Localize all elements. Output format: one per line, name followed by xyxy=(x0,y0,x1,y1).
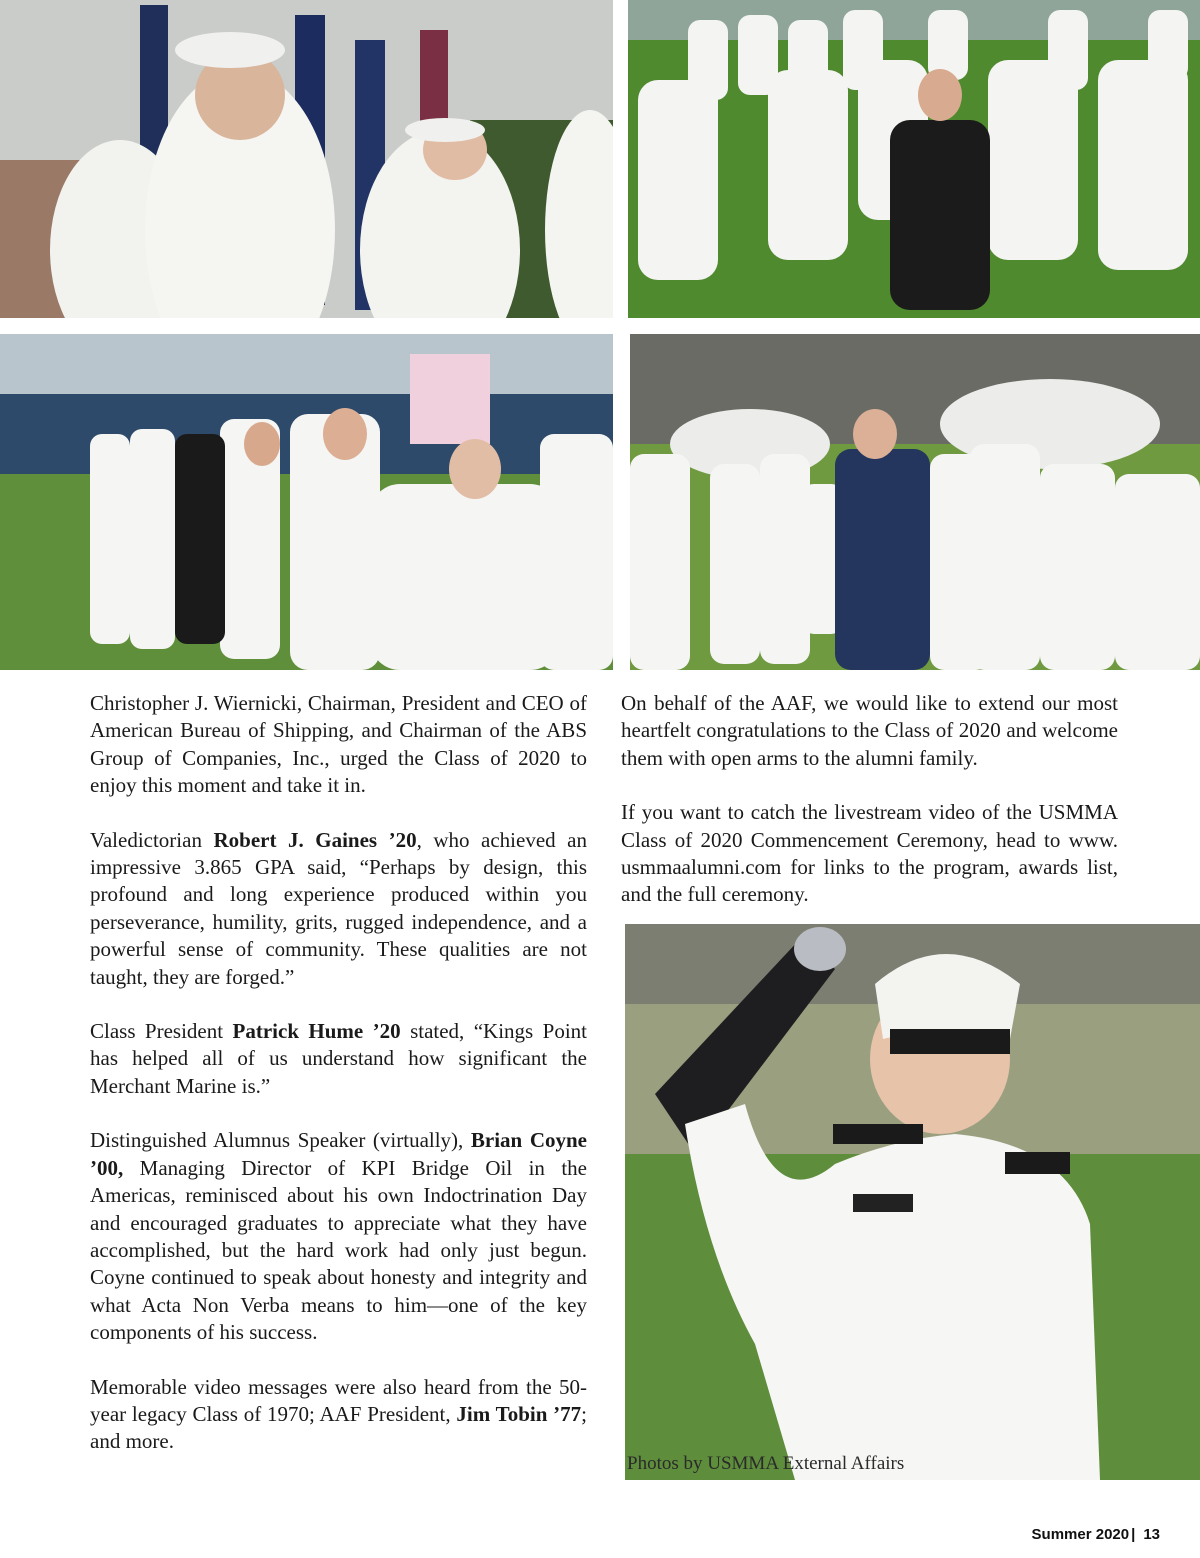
photo-officers-saluting xyxy=(0,0,613,318)
photo-graduate-with-diploma xyxy=(625,924,1200,1480)
paragraph-text: Managing Director of KPI Bridge Oil in the Americas, reminisced about his own Indoctrination Day and encouraged graduates to appreciate what they have accomplished, but the hard work had only just begun. Coyne continued to speak about honesty and integrity and what Acta Non Verba means to him—one of the key components of his success. xyxy=(90,1155,587,1345)
paragraph-text: Valedictorian xyxy=(90,827,214,852)
paragraph-alumnus-speaker xyxy=(90,1127,587,1346)
paragraph-wiernicki: Christopher J. Wiernicki, Chairman, President and CEO of American Bureau of Shipping, and Chairman of the ABS Group of Companies, Inc., urged the Class of 2020 to enjoy this moment and take it in. xyxy=(90,691,587,798)
name-robert-gaines: Robert J. Gaines ’20 xyxy=(213,827,417,852)
name-brian-coyne: Brian Coyne ’00, xyxy=(90,1128,587,1180)
page-number: 13 xyxy=(1143,1526,1160,1543)
article-left-column xyxy=(90,690,587,1483)
page-footer xyxy=(1032,1526,1160,1543)
paragraph-class-president xyxy=(90,1018,587,1100)
photo-saluting-row xyxy=(0,334,613,670)
paragraph-valedictorian xyxy=(90,827,587,991)
paragraph-text: ; and more. xyxy=(90,1401,587,1454)
article-right-column xyxy=(621,690,1118,936)
paragraph-video-messages xyxy=(90,1374,587,1456)
paragraph-text: Distinguished Alumnus Speaker (virtually), xyxy=(90,1128,471,1153)
paragraph-text: stated, “Kings Point has helped all of us understand how significant the Merchant Marine is.” xyxy=(90,1019,587,1098)
name-patrick-hume: Patrick Hume ’20 xyxy=(232,1019,401,1044)
footer-separator: | xyxy=(1131,1526,1136,1543)
paragraph-congratulations: On behalf of the AAF, we would like to extend our most heartfelt congratulations to the Class of 2020 and welcome them with open arms to the alumni family. xyxy=(621,691,1118,770)
photo-caption: Photos by USMMA External Affairs xyxy=(627,1453,905,1474)
photo-oath-ceremony xyxy=(630,334,1200,670)
issue-label: Summer 2020 xyxy=(1031,1526,1130,1543)
paragraph-text: Memorable video messages were also heard from the 50-year legacy Class of 1970; AAF President, xyxy=(90,1374,587,1426)
photo-seated-graduates xyxy=(628,0,1200,318)
paragraph-text: Class President xyxy=(90,1019,233,1044)
paragraph-livestream: If you want to catch the livestream video of the USMMA Class of 2020 Commencement Ceremony, head to www. usmmaalumni.com for links to the program, awards list, and the full ceremony. xyxy=(621,800,1118,907)
name-jim-tobin: Jim Tobin ’77 xyxy=(456,1401,582,1426)
paragraph-text: , who achieved an impressive 3.865 GPA said, “Perhaps by design, this profound and long experience produced within you perseverance, humility, grits, rugged independence, and a powerful sense of community. These qualities are not taught, they are forged.” xyxy=(90,827,587,989)
